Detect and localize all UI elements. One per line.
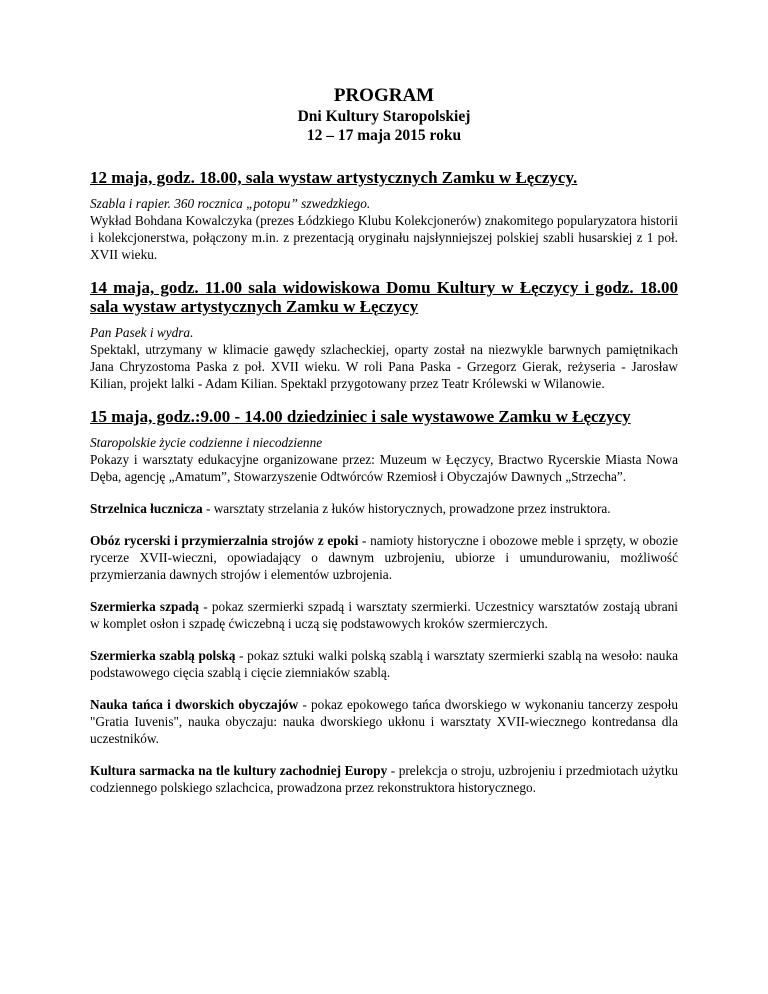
event-description: Spektakl, utrzymany w klimacie gawędy szlacheckiej, oparty został na niezwykle barwnych pamiętnikach Jana Chryzostoma Paska z poł. XVII wieku. W roli Pana Paska - Grzegorz Gierak, reżyseria - Jarosław Kilian, projekt lalki - Adam Kilian. Spektakl przygotowany przez Teatr Królewski w Wilanowie. [90, 342, 678, 391]
list-item [90, 532, 678, 583]
event-title: Szabla i rapier. 360 rocznica „potopu” szwedzkiego. [90, 196, 371, 211]
event-description: Wykład Bohdana Kowalczyka (prezes Łódzkiego Klubu Kolekcjonerów) znakomitego popularyzatora historii i kolekcjonerstwa, połączony m.in. z prezentacją oryginału najsłynniejszej polskiej szabli husarskiej z 1 poł. XVII wieku. [90, 213, 678, 262]
event-description: Pokazy i warsztaty edukacyjne organizowane przez: Muzeum w Łęczycy, Bractwo Rycerskie Miasta Nowa Dęba, agencję „Amatum”, Stowarzyszenie Odtwórców Rzemiosł i Obyczajów Dawnych „Strzecha”. [90, 452, 678, 484]
document-dates: 12 – 17 maja 2015 roku [306, 127, 462, 144]
item-name: Obóz rycerski i przymierzalnia strojów z epoki [90, 533, 359, 548]
item-name: Nauka tańca i dworskich obyczajów [90, 697, 299, 712]
event-block [90, 195, 678, 263]
list-item [90, 500, 678, 517]
section-heading: 14 maja, godz. 11.00 sala widowiskowa Domu Kultury w Łęczycy i godz. 18.00 sala wystaw artystycznych Zamku w Łęczycy [90, 278, 678, 316]
item-text: - warsztaty strzelania z łuków historycznych, prowadzone przez instruktora. [202, 501, 611, 516]
item-name: Strzelnica łucznicza [90, 501, 203, 516]
list-item [90, 696, 678, 747]
section-heading: 12 maja, godz. 18.00, sala wystaw artystycznych Zamku w Łęczycy. [90, 168, 578, 187]
event-title: Pan Pasek i wydra. [90, 325, 194, 340]
list-item [90, 762, 678, 796]
document-body [90, 168, 678, 811]
list-item [90, 647, 678, 681]
document-title: PROGRAM [333, 85, 435, 106]
event-block [90, 434, 678, 485]
item-name: Kultura sarmacka na tle kultury zachodniej Europy [90, 763, 388, 778]
list-item [90, 598, 678, 632]
item-name: Szermierka szablą polską [90, 648, 236, 663]
item-text: - pokaz szermierki szpadą i warsztaty szermierki. Uczestnicy warsztatów zostają ubrani w komplet osłon i szpadę ćwiczebną i uczą się podstawowych kroków szermierczych. [90, 599, 678, 631]
section-heading: 15 maja, godz.:9.00 - 14.00 dziedziniec i sale wystawowe Zamku w Łęczycy [90, 407, 631, 426]
document-header [90, 85, 678, 145]
event-block [90, 324, 678, 392]
document-subtitle: Dni Kultury Staropolskiej [297, 108, 471, 125]
item-text: - prelekcja o stroju, uzbrojeniu i przedmiotach użytku codziennego polskiego szlachcica, prowadzona przez rekonstruktora historycznego. [90, 763, 678, 795]
item-text: - pokaz epokowego tańca dworskiego w wykonaniu tancerzy zespołu "Gratia Iuvenis", nauka obyczaju: nauka dworskiego ukłonu i warsztaty XVII-wiecznego kontredansa dla uczestników. [90, 697, 678, 746]
event-title: Staropolskie życie codzienne i niecodzienne [90, 435, 323, 450]
item-text: - pokaz sztuki walki polską szablą i warsztaty szermierki szablą na wesoło: nauka podstawowego cięcia szablą i cięcie ziemniaków szablą. [90, 648, 678, 680]
item-text: - namioty historyczne i obozowe meble i sprzęty, w obozie rycerze XVII-wieczni, opowiadający o dawnym uzbrojeniu, ubiorze i umundurowaniu, możliwość przymierzania dawnych strojów i elementów uzbrojenia. [90, 533, 678, 582]
item-name: Szermierka szpadą [90, 599, 200, 614]
